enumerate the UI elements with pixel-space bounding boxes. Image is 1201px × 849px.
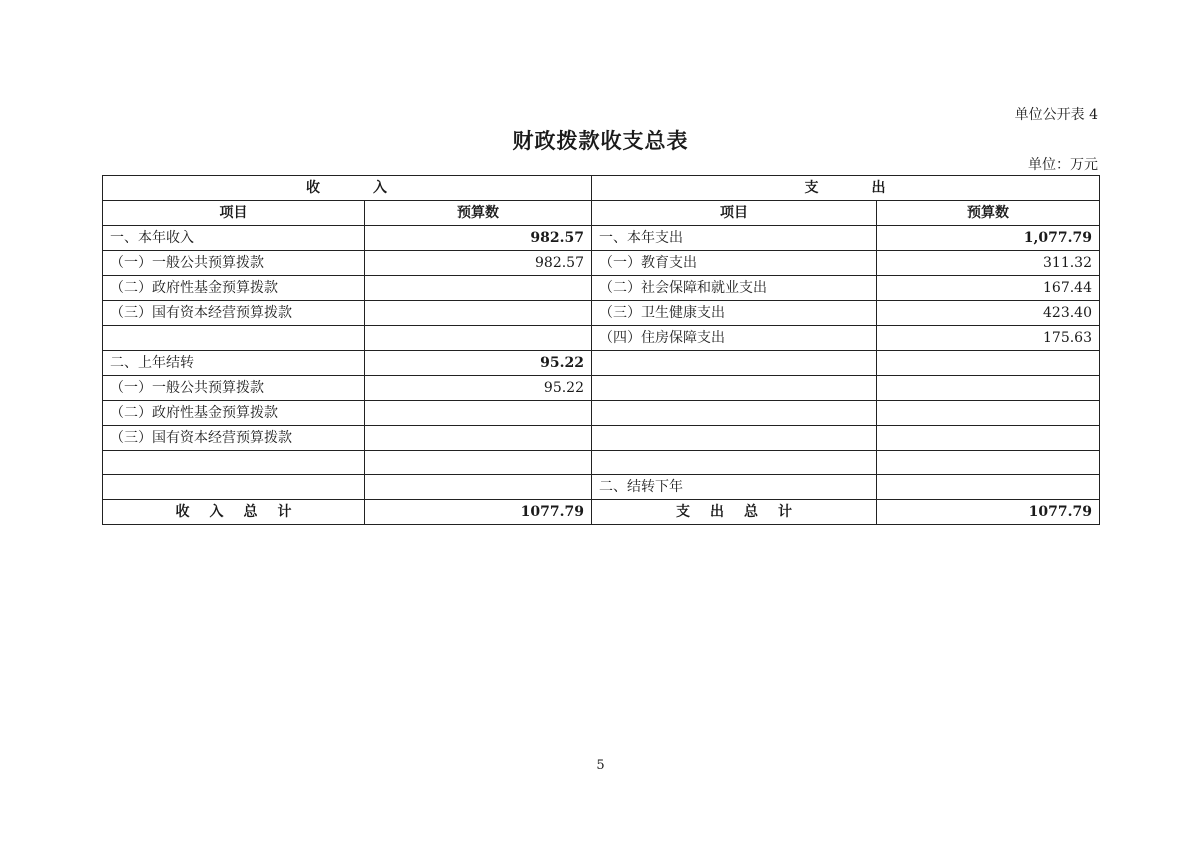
table-row (103, 226, 1100, 251)
income-value (365, 451, 592, 475)
budget-table (102, 175, 1100, 525)
expense-value (877, 351, 1100, 376)
expense-section-char-2: 出 (871, 180, 887, 196)
income-item: （三）国有资本经营预算拨款 (103, 426, 365, 451)
expense-total-value: 1077.79 (877, 500, 1100, 525)
expense-item: （二）社会保障和就业支出 (592, 276, 877, 301)
income-item: 一、本年收入 (103, 226, 365, 251)
expense-total-char: 计 (778, 504, 792, 520)
income-value (365, 301, 592, 326)
income-item: （二）政府性基金预算拨款 (103, 401, 365, 426)
expense-value (877, 401, 1100, 426)
expense-value: 175.63 (877, 326, 1100, 351)
income-total-value: 1077.79 (365, 500, 592, 525)
income-value (365, 401, 592, 426)
expense-value (877, 376, 1100, 401)
income-item-header: 项目 (103, 201, 365, 226)
income-item (103, 451, 365, 475)
total-row (103, 500, 1100, 525)
income-total-char: 总 (243, 504, 258, 520)
income-total-char: 入 (209, 504, 224, 520)
expense-value: 1,077.79 (877, 226, 1100, 251)
expense-item: 二、结转下年 (592, 475, 877, 500)
income-item: 二、上年结转 (103, 351, 365, 376)
income-value (365, 426, 592, 451)
expense-item (592, 401, 877, 426)
income-item: （二）政府性基金预算拨款 (103, 276, 365, 301)
table-row (103, 401, 1100, 426)
expense-value: 167.44 (877, 276, 1100, 301)
expense-item-header: 项目 (592, 201, 877, 226)
table-row (103, 376, 1100, 401)
table-row (103, 301, 1100, 326)
income-total-char: 收 (175, 504, 190, 520)
expense-section-char-1: 支 (804, 180, 820, 196)
page-title: 财政拨款收支总表 (512, 128, 689, 153)
income-budget-header: 预算数 (365, 201, 592, 226)
table-row (103, 451, 1100, 475)
expense-item (592, 351, 877, 376)
income-value: 982.57 (365, 226, 592, 251)
expense-total-char: 支 (676, 504, 690, 520)
expense-value: 311.32 (877, 251, 1100, 276)
expense-total-char: 出 (710, 504, 724, 520)
expense-item: （四）住房保障支出 (592, 326, 877, 351)
expense-value (877, 475, 1100, 500)
table-row (103, 326, 1100, 351)
expense-value (877, 426, 1100, 451)
form-number: 单位公开表 4 (1014, 107, 1098, 123)
expense-total-char: 总 (744, 504, 758, 520)
income-item: （三）国有资本经营预算拨款 (103, 301, 365, 326)
income-value (365, 475, 592, 500)
table-row (103, 351, 1100, 376)
unit-label: 单位：万元 (1028, 157, 1098, 173)
income-section-char-2: 入 (373, 180, 388, 196)
income-section-header (103, 176, 592, 201)
page-number: 5 (596, 758, 605, 773)
expense-value: 423.40 (877, 301, 1100, 326)
income-value (365, 326, 592, 351)
table-row (103, 276, 1100, 301)
income-total-label (103, 500, 365, 525)
expense-item (592, 426, 877, 451)
income-total-char: 计 (277, 504, 292, 520)
table-row (103, 251, 1100, 276)
expense-item: 一、本年支出 (592, 226, 877, 251)
income-value: 982.57 (365, 251, 592, 276)
expense-item (592, 376, 877, 401)
expense-total-label (592, 500, 877, 525)
income-item: （一）一般公共预算拨款 (103, 376, 365, 401)
expense-value (877, 451, 1100, 475)
expense-budget-header: 预算数 (877, 201, 1100, 226)
table-row (103, 426, 1100, 451)
income-item (103, 326, 365, 351)
expense-item (592, 451, 877, 475)
income-value (365, 276, 592, 301)
income-item: （一）一般公共预算拨款 (103, 251, 365, 276)
column-header-row (103, 201, 1100, 226)
table-row (103, 475, 1100, 500)
income-section-char-1: 收 (306, 180, 321, 196)
expense-item: （一）教育支出 (592, 251, 877, 276)
income-item (103, 475, 365, 500)
income-value: 95.22 (365, 351, 592, 376)
expense-item: （三）卫生健康支出 (592, 301, 877, 326)
income-value: 95.22 (365, 376, 592, 401)
expense-section-header (592, 176, 1100, 201)
section-header-row (103, 176, 1100, 201)
